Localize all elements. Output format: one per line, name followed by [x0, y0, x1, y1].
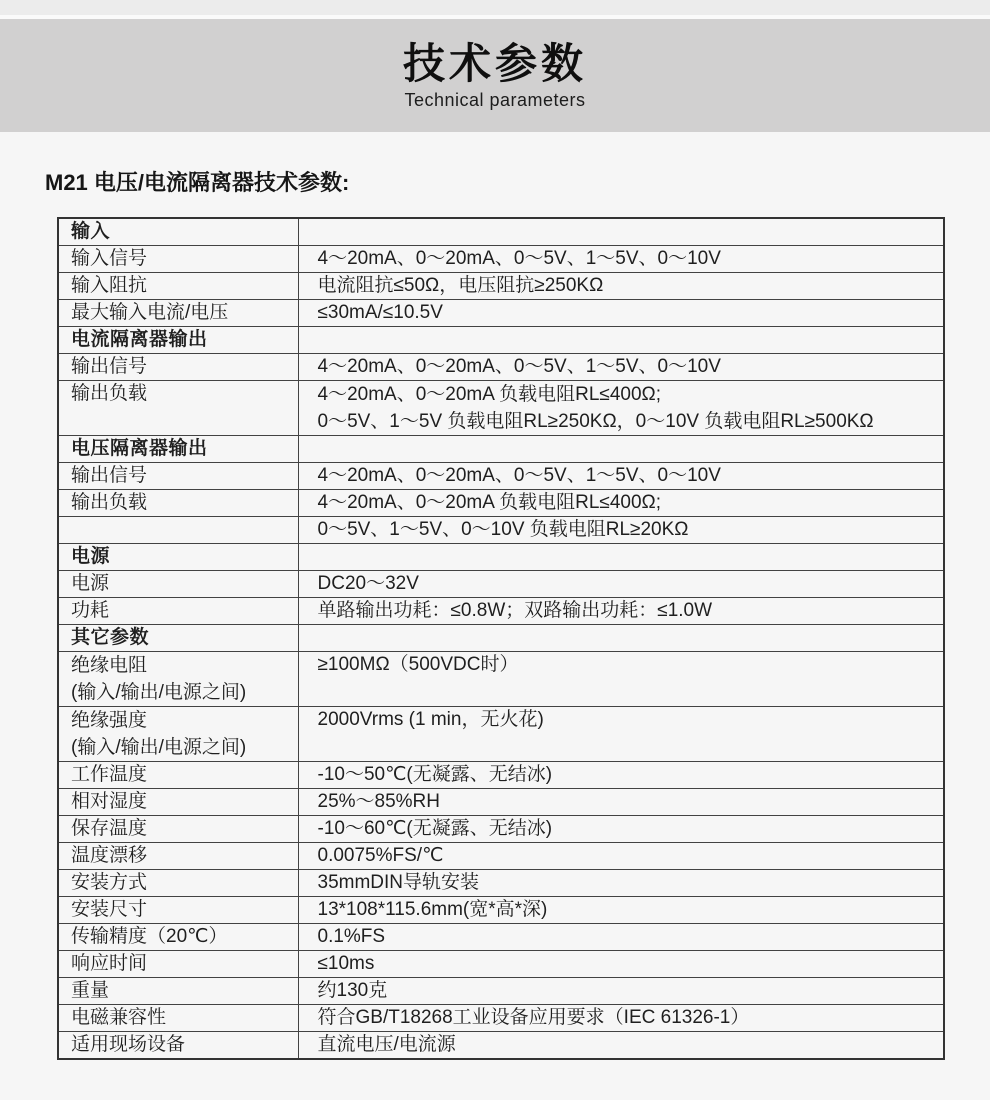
param-value-cell: ≤30mA/≤10.5V [298, 300, 944, 327]
spec-row [58, 273, 944, 300]
page-header-band [0, 19, 990, 132]
spec-row [58, 951, 944, 978]
param-name-cell: 输出信号 [58, 463, 298, 490]
param-value-cell: DC20～32V [298, 571, 944, 598]
param-name-cell: 电源 [58, 571, 298, 598]
param-name-cell: 电源 [58, 544, 298, 571]
param-name-cell: 工作温度 [58, 762, 298, 789]
param-value-cell [298, 625, 944, 652]
param-value-cell: 符合GB/T18268工业设备应用要求（IEC 61326-1） [298, 1005, 944, 1032]
spec-row [58, 300, 944, 327]
param-name-cell: 电压隔离器输出 [58, 436, 298, 463]
param-name-cell: 安装尺寸 [58, 897, 298, 924]
param-name-cell: 输入阻抗 [58, 273, 298, 300]
param-value-cell: 2000Vrms (1 min，无火花) [298, 707, 944, 762]
param-name-cell: 保存温度 [58, 816, 298, 843]
spec-row [58, 843, 944, 870]
param-name-cell: 最大输入电流/电压 [58, 300, 298, 327]
param-value-cell: 电流阻抗≤50Ω，电压阻抗≥250KΩ [298, 273, 944, 300]
param-name-cell: 响应时间 [58, 951, 298, 978]
param-value-cell: 4～20mA、0～20mA、0～5V、1～5V、0～10V [298, 246, 944, 273]
param-value-cell [298, 544, 944, 571]
param-value-cell [298, 381, 944, 436]
param-name-cell: 电磁兼容性 [58, 1005, 298, 1032]
param-name-cell [58, 652, 298, 707]
param-name-cell: 温度漂移 [58, 843, 298, 870]
param-value-cell: 0.1%FS [298, 924, 944, 951]
spec-row [58, 870, 944, 897]
param-value-cell: 约130克 [298, 978, 944, 1005]
param-value-cell: 13*108*115.6mm(宽*高*深) [298, 897, 944, 924]
spec-row [58, 652, 944, 707]
param-name-cell: 功耗 [58, 598, 298, 625]
spec-row [58, 571, 944, 598]
param-name-cell: 输入 [58, 218, 298, 246]
spec-row [58, 463, 944, 490]
param-value-cell: 0.0075%FS/℃ [298, 843, 944, 870]
section-header-row [58, 625, 944, 652]
param-value-cell: ≥100MΩ（500VDC时） [298, 652, 944, 707]
param-value-cell: 4～20mA、0～20mA、0～5V、1～5V、0～10V [298, 463, 944, 490]
spec-row [58, 707, 944, 762]
spec-row [58, 924, 944, 951]
spec-row [58, 354, 944, 381]
spec-row [58, 978, 944, 1005]
param-name-cell: 适用现场设备 [58, 1032, 298, 1060]
table-heading: M21 电压/电流隔离器技术参数: [45, 170, 350, 195]
param-name-cell: 相对湿度 [58, 789, 298, 816]
spec-row [58, 816, 944, 843]
param-value-cell: -10～60℃(无凝露、无结冰) [298, 816, 944, 843]
param-value-cell: 25%～85%RH [298, 789, 944, 816]
param-name-cell: 传输精度（20℃） [58, 924, 298, 951]
param-value-cell: 4～20mA、0～20mA 负载电阻RL≤400Ω; [298, 490, 944, 517]
param-value-cell: 单路输出功耗：≤0.8W；双路输出功耗：≤1.0W [298, 598, 944, 625]
cell-line: (输入/输出/电源之间) [71, 737, 247, 758]
param-name-cell: 输出负载 [58, 490, 298, 517]
section-header-row [58, 218, 944, 246]
param-value-cell: -10～50℃(无凝露、无结冰) [298, 762, 944, 789]
param-value-cell: 4～20mA、0～20mA、0～5V、1～5V、0～10V [298, 354, 944, 381]
param-name-cell: 安装方式 [58, 870, 298, 897]
cell-line: (输入/输出/电源之间) [71, 682, 247, 703]
section-header-row [58, 544, 944, 571]
param-value-cell [298, 436, 944, 463]
param-value-cell: 35mmDIN导轨安装 [298, 870, 944, 897]
param-value-cell [298, 218, 944, 246]
param-name-cell: 电流隔离器输出 [58, 327, 298, 354]
param-name-cell: 重量 [58, 978, 298, 1005]
spec-row [58, 1032, 944, 1060]
param-value-cell: 直流电压/电流源 [298, 1032, 944, 1060]
param-name-cell: 输出信号 [58, 354, 298, 381]
param-name-cell: 输出负载 [58, 381, 298, 436]
page-subtitle: Technical parameters [404, 89, 586, 110]
cell-line: 0～5V、1～5V 负载电阻RL≥250KΩ，0～10V 负载电阻RL≥500KΩ [317, 411, 874, 432]
spec-row [58, 897, 944, 924]
page-title: 技术参数 [402, 40, 587, 88]
param-name-cell [58, 707, 298, 762]
spec-row [58, 246, 944, 273]
cell-line: 绝缘电阻 [71, 655, 148, 676]
param-name-cell: 输入信号 [58, 246, 298, 273]
cell-line: 4～20mA、0～20mA 负载电阻RL≤400Ω; [317, 384, 662, 405]
spec-row [58, 598, 944, 625]
spec-row [58, 762, 944, 789]
section-header-row [58, 327, 944, 354]
spec-row [58, 789, 944, 816]
spec-row [58, 1005, 944, 1032]
spec-table [57, 217, 945, 1060]
cell-line: 绝缘强度 [71, 710, 148, 731]
spec-row [58, 517, 944, 544]
spec-row [58, 381, 944, 436]
param-name-cell: 其它参数 [58, 625, 298, 652]
param-value-cell [298, 327, 944, 354]
spec-table-body [58, 218, 944, 1059]
top-strip [0, 0, 990, 19]
param-value-cell: ≤10ms [298, 951, 944, 978]
param-name-cell [58, 517, 298, 544]
section-header-row [58, 436, 944, 463]
spec-row [58, 490, 944, 517]
param-value-cell: 0～5V、1～5V、0～10V 负载电阻RL≥20KΩ [298, 517, 944, 544]
